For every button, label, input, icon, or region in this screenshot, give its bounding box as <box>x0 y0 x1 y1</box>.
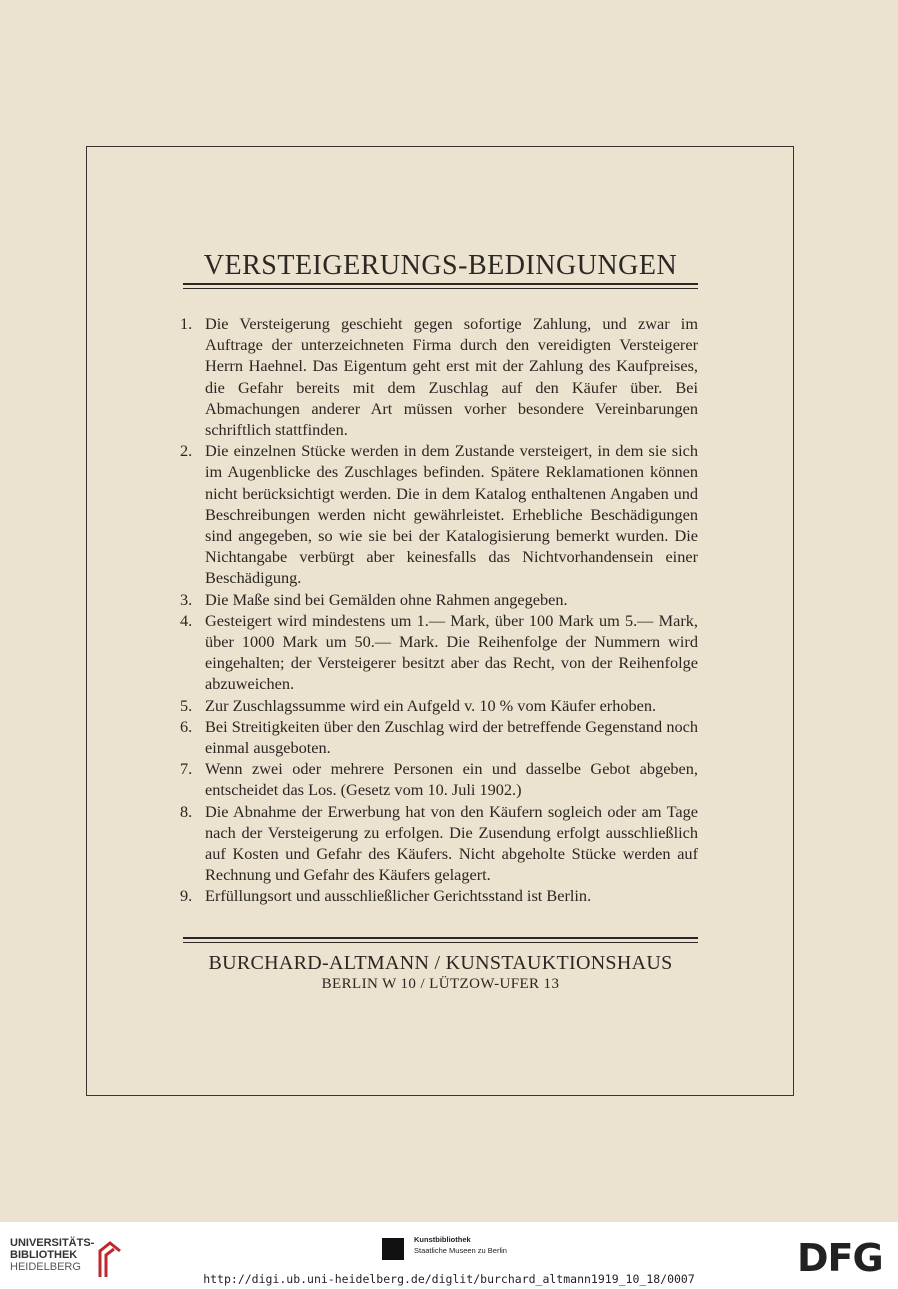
firm-name: BURCHARD-ALTMANN / KUNSTAUKTIONSHAUS <box>208 952 673 974</box>
dfg-logo[interactable]: DFG <box>797 1236 883 1280</box>
kunstbibliothek-mark-icon <box>382 1238 404 1260</box>
ub-heidelberg-logo[interactable]: UNIVERSITÄTS- BIBLIOTHEK HEIDELBERG <box>10 1237 150 1285</box>
firm-address: BERLIN W 10 / LÜTZOW-UFER 13 <box>321 976 560 992</box>
condition-item: 2. Die einzelnen Stücke werden in dem Zustande versteigert, in dem sie sich im Augenblicke des Zuschlages befinden. Spätere Reklamationen können nicht berücksichtigt werden. Die in dem Katalog enthaltenen Angaben und Beschreibungen werden nicht gewährleistet. Erhebliche Beschädigungen sind angegeben, so wie sie bei der Katalogisierung bemerkt wurden. Die Nichtangabe verbürgt aber keinesfalls das Nichtvorhandensein einer Beschädigung. <box>180 441 698 588</box>
condition-item: 7. Wenn zwei oder mehrere Personen ein und dasselbe Gebot abgeben, entscheidet das Los. (Gesetz vom 10. Juli 1902.) <box>180 759 698 800</box>
digitization-footer <box>0 1222 898 1289</box>
condition-item: 8. Die Abnahme der Erwerbung hat von den Käufern sogleich oder am Tage nach der Versteigerung zu erfolgen. Die Zusendung erfolgt ausschließlich auf Kosten und Gefahr des Käufers. Nicht abgeholte Stücke werden auf Rechnung und Gefahr des Käufers gelagert. <box>180 801 698 885</box>
footer-rule <box>183 937 698 939</box>
condition-item: 9. Erfüllungsort und ausschließlicher Gerichtsstand ist Berlin. <box>180 886 592 906</box>
condition-item: 4. Gesteigert wird mindestens um 1.— Mark, über 100 Mark um 5.— Mark, über 1000 Mark um 50.— Mark. Die Reihenfolge der Nummern wird eingehalten; der Versteigerer besitzt aber das Recht, von der Reihenfolge abzuweichen. <box>180 610 698 694</box>
conditions-list <box>180 313 698 907</box>
condition-item: 5. Zur Zuschlagssumme wird ein Aufgeld v. 10 % vom Käufer erhoben. <box>180 695 657 715</box>
condition-item: 6. Bei Streitigkeiten über den Zuschlag wird der betreffende Gegenstand noch einmal ausgeboten. <box>180 716 698 758</box>
footer-rule-thin <box>183 942 698 943</box>
page-title: VERSTEIGERUNGS-BEDINGUNGEN <box>203 250 678 281</box>
condition-item: 3. Die Maße sind bei Gemälden ohne Rahmen angegeben. <box>180 589 568 609</box>
title-rule <box>183 283 698 285</box>
permalink-url[interactable]: http://digi.ub.uni-heidelberg.de/diglit/burchard_altmann1919_10_18/0007 <box>203 1272 695 1286</box>
title-rule-thin <box>183 288 698 289</box>
condition-item: 1. Die Versteigerung geschieht gegen sofortige Zahlung, und zwar im Auftrage der unterzeichneten Firma durch den vereidigten Versteigerer Herrn Haehnel. Das Eigentum geht erst mit der Zahlung des Kaufpreises, die Gefahr bereits mit dem Zuschlag auf den Käufer über. Bei Abmachungen anderer Art müssen vorher besondere Vereinbarungen schriftlich stattfinden. <box>180 314 698 440</box>
kunstbibliothek-logo[interactable]: Kunstbibliothek Staatliche Museen zu Berlin <box>382 1234 532 1264</box>
